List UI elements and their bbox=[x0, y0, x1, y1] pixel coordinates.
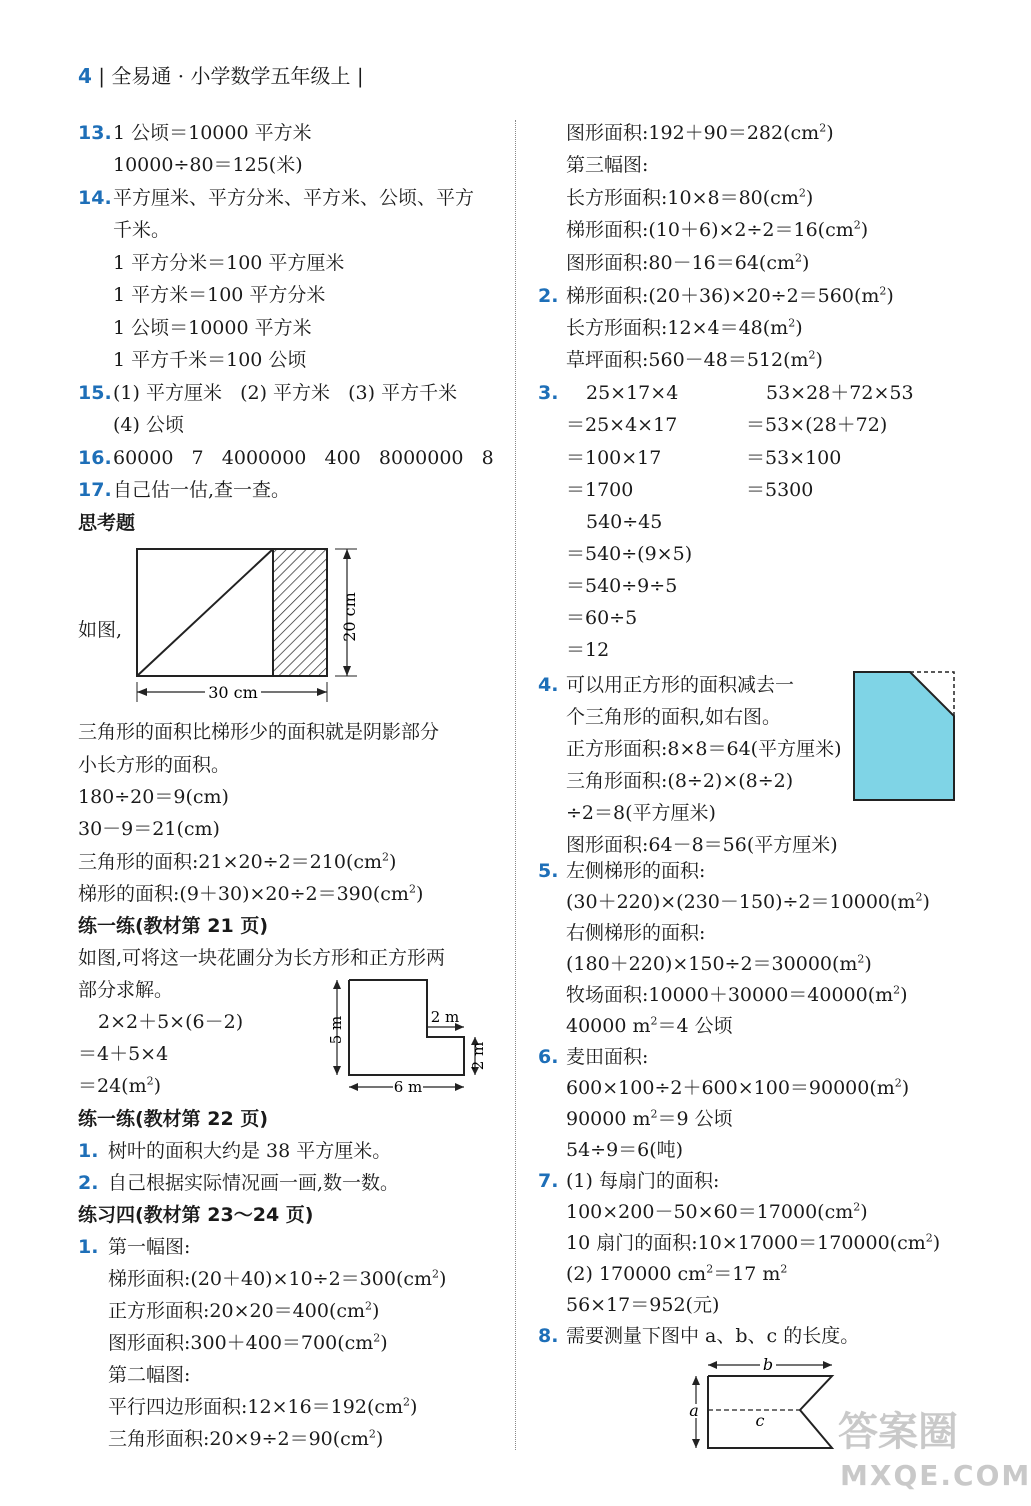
q17-number: 17. bbox=[78, 479, 112, 501]
ex4-line2: 梯形面积:(20＋40)×10÷2＝300(cm bbox=[108, 1268, 433, 1290]
garden-6m-label: 6 m bbox=[393, 1078, 423, 1096]
q5-line3: 右侧梯形的面积: bbox=[566, 922, 706, 944]
think-line6-row bbox=[78, 881, 423, 907]
q14-line3: 1 平方分米＝100 平方厘米 bbox=[113, 252, 345, 274]
garden-figure bbox=[325, 975, 505, 1095]
sup: 2 bbox=[853, 218, 861, 232]
paren: ) bbox=[826, 122, 834, 144]
p21-line5-row bbox=[78, 1073, 161, 1099]
paren: ) bbox=[900, 984, 908, 1006]
q14-number: 14. bbox=[78, 187, 112, 209]
p21-line3: 2×2＋5×(6－2) bbox=[98, 1011, 244, 1033]
think-line4: 30－9＝21(cm) bbox=[78, 818, 220, 840]
sup: 2 bbox=[788, 316, 796, 330]
r1-line5-row bbox=[566, 250, 809, 276]
paren: ) bbox=[932, 1232, 941, 1254]
ex4-heading: 练习四(教材第 23～24 页) bbox=[78, 1204, 314, 1226]
q5-line5: 牧场面积:10000＋30000＝40000(m bbox=[566, 984, 894, 1006]
q2-line2-row bbox=[566, 315, 803, 341]
think-line5: 三角形的面积:21×20÷2＝210(cm bbox=[78, 851, 383, 873]
q7-line3: 10 扇门的面积:10×17000＝170000(cm bbox=[566, 1232, 926, 1254]
header-separator: | bbox=[98, 64, 106, 88]
q5-line4-row bbox=[566, 951, 872, 977]
ex4-line1: 第一幅图: bbox=[108, 1236, 191, 1258]
garden-2m-top-label: 2 m bbox=[430, 1008, 460, 1026]
q4-number: 4. bbox=[538, 674, 559, 696]
p22-heading: 练一练(教材第 22 页) bbox=[78, 1108, 269, 1130]
q3-a4: ＝1700 bbox=[566, 479, 634, 501]
q4-line4: 三角形面积:(8÷2)×(8÷2) bbox=[566, 770, 794, 792]
q3-c1: 540÷45 bbox=[586, 511, 663, 533]
paren: ) bbox=[886, 285, 894, 307]
ex4-line7-row bbox=[108, 1426, 383, 1452]
sup: 2 bbox=[795, 251, 803, 265]
q15-number: 15. bbox=[78, 382, 112, 404]
p21-line1: 如图,可将这一块花圃分为长方形和正方形两 bbox=[78, 947, 446, 969]
sup: 2 bbox=[808, 348, 816, 362]
q7-line2-row bbox=[566, 1199, 868, 1225]
q8-c-label: c bbox=[755, 1411, 765, 1430]
paren: ) bbox=[380, 1332, 388, 1354]
q14-line1: 平方厘米、平方分米、平方米、公顷、平方 bbox=[113, 187, 475, 209]
q14-line2: 千米。 bbox=[113, 219, 171, 241]
q7-line2: 100×200－50×60＝17000(cm bbox=[566, 1201, 854, 1223]
sup: 2 bbox=[798, 186, 806, 200]
q2-line3-row bbox=[566, 347, 823, 373]
sup: 2 bbox=[853, 1200, 861, 1214]
q7-line5: 56×17＝952(元) bbox=[566, 1294, 720, 1316]
q4-figure bbox=[850, 668, 960, 808]
p21-line5: ＝24(m bbox=[78, 1075, 147, 1097]
q8-line1: 需要测量下图中 a、b、c 的长度。 bbox=[566, 1325, 860, 1347]
ex4-line6: 平行四边形面积:12×16＝192(cm bbox=[108, 1396, 404, 1418]
paren: ) bbox=[372, 1300, 380, 1322]
paren: ) bbox=[864, 953, 872, 975]
sup: 2 bbox=[650, 1014, 658, 1028]
column-divider bbox=[515, 120, 516, 1450]
watermark-cn: 答案圈 bbox=[838, 1409, 958, 1455]
q3-a3: ＝100×17 bbox=[566, 447, 662, 469]
q6-line3b: ＝9 公顷 bbox=[657, 1108, 733, 1130]
q3-c3: ＝540÷9÷5 bbox=[566, 575, 678, 597]
paren: ) bbox=[860, 1201, 868, 1223]
q3-a2: ＝25×4×17 bbox=[566, 414, 678, 436]
page-header bbox=[78, 62, 364, 90]
q3-b3: ＝53×100 bbox=[746, 447, 842, 469]
header-separator-end: | bbox=[356, 64, 364, 88]
q8-shape-outline bbox=[708, 1376, 832, 1448]
q5-line1: 左侧梯形的面积: bbox=[566, 860, 706, 882]
q8-a-label: a bbox=[689, 1401, 699, 1420]
sup: 2 bbox=[780, 1262, 788, 1276]
paren: ) bbox=[922, 891, 930, 913]
q8-number: 8. bbox=[538, 1325, 559, 1347]
q5-number: 5. bbox=[538, 860, 559, 882]
think-line5-row bbox=[78, 849, 396, 875]
q17-line1: 自己估一估,查一查。 bbox=[113, 479, 291, 501]
sup: 2 bbox=[365, 1299, 373, 1313]
p21-heading: 练一练(教材第 21 页) bbox=[78, 915, 269, 937]
r1-line4: 梯形面积:(10＋6)×2÷2＝16(cm bbox=[566, 219, 854, 241]
q7-line4b: ＝17 m bbox=[713, 1263, 781, 1285]
paren: ) bbox=[439, 1268, 447, 1290]
think-line2: 小长方形的面积。 bbox=[78, 754, 231, 776]
q15-line1: (1) 平方厘米 (2) 平方米 (3) 平方千米 bbox=[113, 382, 458, 404]
q6-line2-row bbox=[566, 1075, 909, 1101]
p21-line4: ＝4＋5×4 bbox=[78, 1043, 169, 1065]
ex4-line3-row bbox=[108, 1298, 379, 1324]
paren: ) bbox=[901, 1077, 910, 1099]
sup: 2 bbox=[650, 1107, 658, 1121]
r1-line3-row bbox=[566, 185, 813, 211]
sup: 2 bbox=[894, 1076, 902, 1090]
q5-line4: (180＋220)×150÷2＝30000(m bbox=[566, 953, 858, 975]
ex4-line4-row bbox=[108, 1330, 388, 1356]
p22-line2: 自己根据实际情况画一画,数一数。 bbox=[108, 1172, 400, 1194]
q2-number: 2. bbox=[538, 285, 559, 307]
q7-number: 7. bbox=[538, 1170, 559, 1192]
q3-a1: 25×17×4 bbox=[586, 382, 679, 404]
q3-c4: ＝60÷5 bbox=[566, 607, 638, 629]
q6-line3a: 90000 m bbox=[566, 1108, 651, 1130]
q4-cut-square bbox=[854, 672, 954, 800]
r1-line5: 图形面积:80－16＝64(cm bbox=[566, 252, 796, 274]
q6-number: 6. bbox=[538, 1046, 559, 1068]
r1-line1-row bbox=[566, 120, 834, 146]
q15-line2: (4) 公顷 bbox=[113, 414, 184, 436]
garden-2m-right-label: 2 m bbox=[469, 1041, 487, 1071]
paren: ) bbox=[815, 349, 823, 371]
q3-number: 3. bbox=[538, 382, 559, 404]
q2-line1: 梯形面积:(20＋36)×20÷2＝560(m bbox=[566, 285, 880, 307]
ex4-line5: 第二幅图: bbox=[108, 1364, 191, 1386]
r1-line2: 第三幅图: bbox=[566, 154, 649, 176]
r1-line3: 长方形面积:10×8＝80(cm bbox=[566, 187, 799, 209]
garden-5m-label: 5 m bbox=[327, 1015, 345, 1045]
sup: 2 bbox=[368, 1427, 376, 1441]
paren: ) bbox=[389, 851, 397, 873]
think-ruzhi: 如图, bbox=[78, 619, 123, 641]
q5-line6-row bbox=[566, 1013, 733, 1039]
sup: 2 bbox=[925, 1231, 933, 1245]
r1-line1: 图形面积:192＋90＝282(cm bbox=[566, 122, 820, 144]
paren: ) bbox=[410, 1396, 418, 1418]
q7-line4-row bbox=[566, 1261, 787, 1287]
q13-line2: 10000÷80＝125(米) bbox=[113, 154, 303, 176]
q14-line6: 1 平方千米＝100 公顷 bbox=[113, 349, 307, 371]
q5-line6a: 40000 m bbox=[566, 1015, 651, 1037]
q4-line2: 个三角形的面积,如右图。 bbox=[566, 706, 782, 728]
q8-b-label: b bbox=[762, 1355, 774, 1374]
q5-line6b: ＝4 公顷 bbox=[657, 1015, 733, 1037]
ex4-line6-row bbox=[108, 1394, 417, 1420]
q14-line5: 1 公顷＝10000 平方米 bbox=[113, 317, 312, 339]
q5-line5-row bbox=[566, 982, 908, 1008]
q4-line3: 正方形面积:8×8＝64(平方厘米) bbox=[566, 738, 842, 760]
sup: 2 bbox=[146, 1074, 154, 1088]
think-diagonal bbox=[137, 549, 273, 676]
q6-line3-row bbox=[566, 1106, 733, 1132]
think-heading: 思考题 bbox=[78, 512, 136, 534]
ex4-line4: 图形面积:300＋400＝700(cm bbox=[108, 1332, 374, 1354]
book-title: 全易通 · 小学数学五年级上 bbox=[111, 64, 351, 88]
watermark-en: MXQE.COM bbox=[840, 1459, 1031, 1492]
paren: ) bbox=[860, 219, 869, 241]
paren: ) bbox=[415, 883, 424, 905]
sup: 2 bbox=[408, 882, 416, 896]
q3-b4: ＝5300 bbox=[746, 479, 814, 501]
ex4-line2-row bbox=[108, 1266, 446, 1292]
ex4-line7: 三角形面积:20×9÷2＝90(cm bbox=[108, 1428, 369, 1450]
q3-c5: ＝12 bbox=[566, 639, 610, 661]
q6-line4: 54÷9＝6(吨) bbox=[566, 1139, 684, 1161]
p21-line2: 部分求解。 bbox=[78, 979, 174, 1001]
q3-b1: 53×28＋72×53 bbox=[766, 382, 914, 404]
ex4-line3: 正方形面积:20×20＝400(cm bbox=[108, 1300, 366, 1322]
p22-number1: 1. bbox=[78, 1140, 99, 1162]
q7-line1: (1) 每扇门的面积: bbox=[566, 1170, 720, 1192]
p22-line1: 树叶的面积大约是 38 平方厘米。 bbox=[108, 1140, 392, 1162]
sup: 2 bbox=[382, 850, 390, 864]
sup: 2 bbox=[432, 1267, 440, 1281]
think-figure bbox=[125, 542, 375, 707]
q3-b2: ＝53×(28＋72) bbox=[746, 414, 888, 436]
paren: ) bbox=[802, 252, 810, 274]
q3-c2: ＝540÷(9×5) bbox=[566, 543, 693, 565]
think-line6: 梯形的面积:(9＋30)×20÷2＝390(cm bbox=[78, 883, 409, 905]
think-width-label: 30 cm bbox=[208, 683, 258, 702]
q16-number: 16. bbox=[78, 447, 112, 469]
q4-line1: 可以用正方形的面积减去一 bbox=[566, 674, 795, 696]
q4-line5: ÷2＝8(平方厘米) bbox=[566, 802, 716, 824]
paren: ) bbox=[375, 1428, 384, 1450]
q7-line3-row bbox=[566, 1230, 940, 1256]
sup: 2 bbox=[373, 1331, 381, 1345]
q16-line1: 60000 7 4000000 400 8000000 8 bbox=[113, 447, 494, 469]
sup: 2 bbox=[879, 284, 887, 298]
think-line1: 三角形的面积比梯形少的面积就是阴影部分 bbox=[78, 721, 440, 743]
r1-line4-row bbox=[566, 217, 868, 243]
q5-line2: (30＋220)×(230－150)÷2＝10000(m bbox=[566, 891, 916, 913]
p22-number2: 2. bbox=[78, 1172, 99, 1194]
sup: 2 bbox=[706, 1262, 714, 1276]
paren: ) bbox=[805, 187, 814, 209]
sup: 2 bbox=[857, 952, 865, 966]
sup: 2 bbox=[819, 121, 827, 135]
sup: 2 bbox=[915, 890, 923, 904]
q13-line1: 1 公顷＝10000 平方米 bbox=[113, 122, 312, 144]
q6-line1: 麦田面积: bbox=[566, 1046, 649, 1068]
q2-line2: 长方形面积:12×4＝48(m bbox=[566, 317, 789, 339]
think-shaded-rectangle bbox=[273, 549, 327, 676]
q2-line3: 草坪面积:560－48＝512(m bbox=[566, 349, 809, 371]
q13-number: 13. bbox=[78, 122, 112, 144]
think-line3: 180÷20＝9(cm) bbox=[78, 786, 229, 808]
q8-figure bbox=[680, 1355, 860, 1458]
q6-line2: 600×100÷2＋600×100＝90000(m bbox=[566, 1077, 895, 1099]
think-height-label: 20 cm bbox=[340, 592, 359, 642]
paren: ) bbox=[153, 1075, 162, 1097]
ex4-number1: 1. bbox=[78, 1236, 99, 1258]
q14-line4: 1 平方米＝100 平方分米 bbox=[113, 284, 326, 306]
sup: 2 bbox=[403, 1395, 411, 1409]
q4-line6: 图形面积:64－8＝56(平方厘米) bbox=[566, 834, 838, 856]
paren: ) bbox=[795, 317, 803, 339]
sup: 2 bbox=[893, 983, 901, 997]
q5-line2-row bbox=[566, 889, 930, 915]
q2-line1-row bbox=[566, 283, 894, 309]
q7-line4a: (2) 170000 cm bbox=[566, 1263, 707, 1285]
page-number: 4 bbox=[78, 64, 92, 88]
